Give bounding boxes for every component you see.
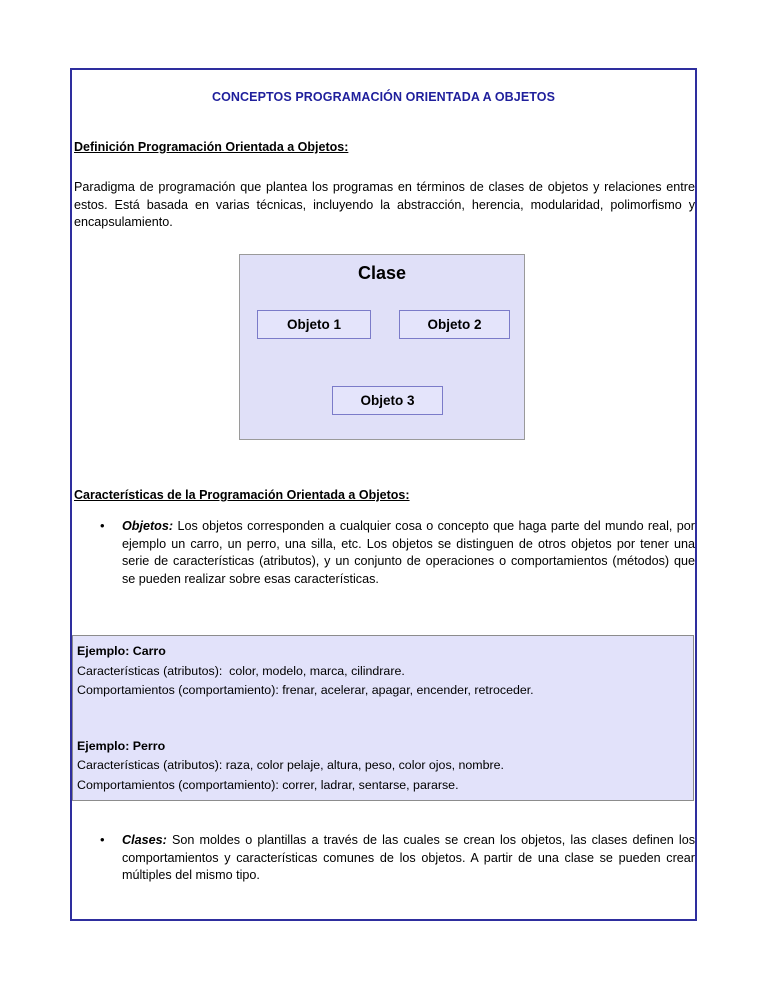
object-box-3: Objeto 3 (332, 386, 443, 415)
object-box-2: Objeto 2 (399, 310, 510, 339)
document-page (70, 68, 697, 921)
list-item-objetos (98, 518, 695, 588)
example-perro-title: Ejemplo: Perro (77, 738, 166, 753)
class-diagram (239, 254, 525, 440)
section-heading-definicion: Definición Programación Orientada a Objetos: (74, 140, 349, 154)
examples-spacer (77, 701, 687, 737)
list-item-clases (98, 832, 695, 885)
example-carro-comportamientos: Comportamientos (comportamiento): frenar, acelerar, apagar, encender, retroceder. (77, 683, 534, 697)
page-title: CONCEPTOS PROGRAMACIÓN ORIENTADA A OBJETOS (211, 90, 556, 104)
list-item-term-objetos: Objetos: (122, 519, 174, 533)
page-content (72, 70, 695, 919)
examples-box (72, 635, 694, 801)
paragraph-definicion: Paradigma de programación que plantea los programas en términos de clases de objetos y relaciones entre estos. Está basada en varias técnicas, incluyendo la abstracción, herencia, modularidad, polimorfismo y encapsulamiento. (74, 180, 695, 229)
example-carro-title: Ejemplo: Carro (77, 644, 166, 658)
list-item-text-clases: Son moldes o plantillas a través de las cuales se crean los objetos, las clases definen los comportamientos y características comunes de los objetos. A partir de una clase se pueden crear múltiples del mismo tipo. (122, 833, 695, 882)
section-heading-caracteristicas: Características de la Programación Orientada a Objetos: (74, 488, 410, 502)
example-perro-atributos: Características (atributos): raza, color pelaje, altura, peso, color ojos, nombre. (77, 758, 504, 772)
list-item-term-clases: Clases: (122, 833, 167, 847)
class-label: Clase (357, 263, 407, 283)
example-perro-comportamientos: Comportamientos (comportamiento): correr, ladrar, sentarse, pararse. (77, 777, 459, 792)
example-carro-atributos: Características (atributos): color, modelo, marca, cilindrare. (77, 663, 405, 678)
list-item-text-objetos: Los objetos corresponden a cualquier cosa o concepto que haga parte del mundo real, por ejemplo un carro, un perro, una silla, etc. Los objetos se distinguen de otros objetos por tener una serie de características (atributos), y un conjunto de operaciones o comportamientos (métodos) que se pueden realizar sobre esas características. (122, 519, 695, 586)
object-box-1: Objeto 1 (257, 310, 371, 339)
